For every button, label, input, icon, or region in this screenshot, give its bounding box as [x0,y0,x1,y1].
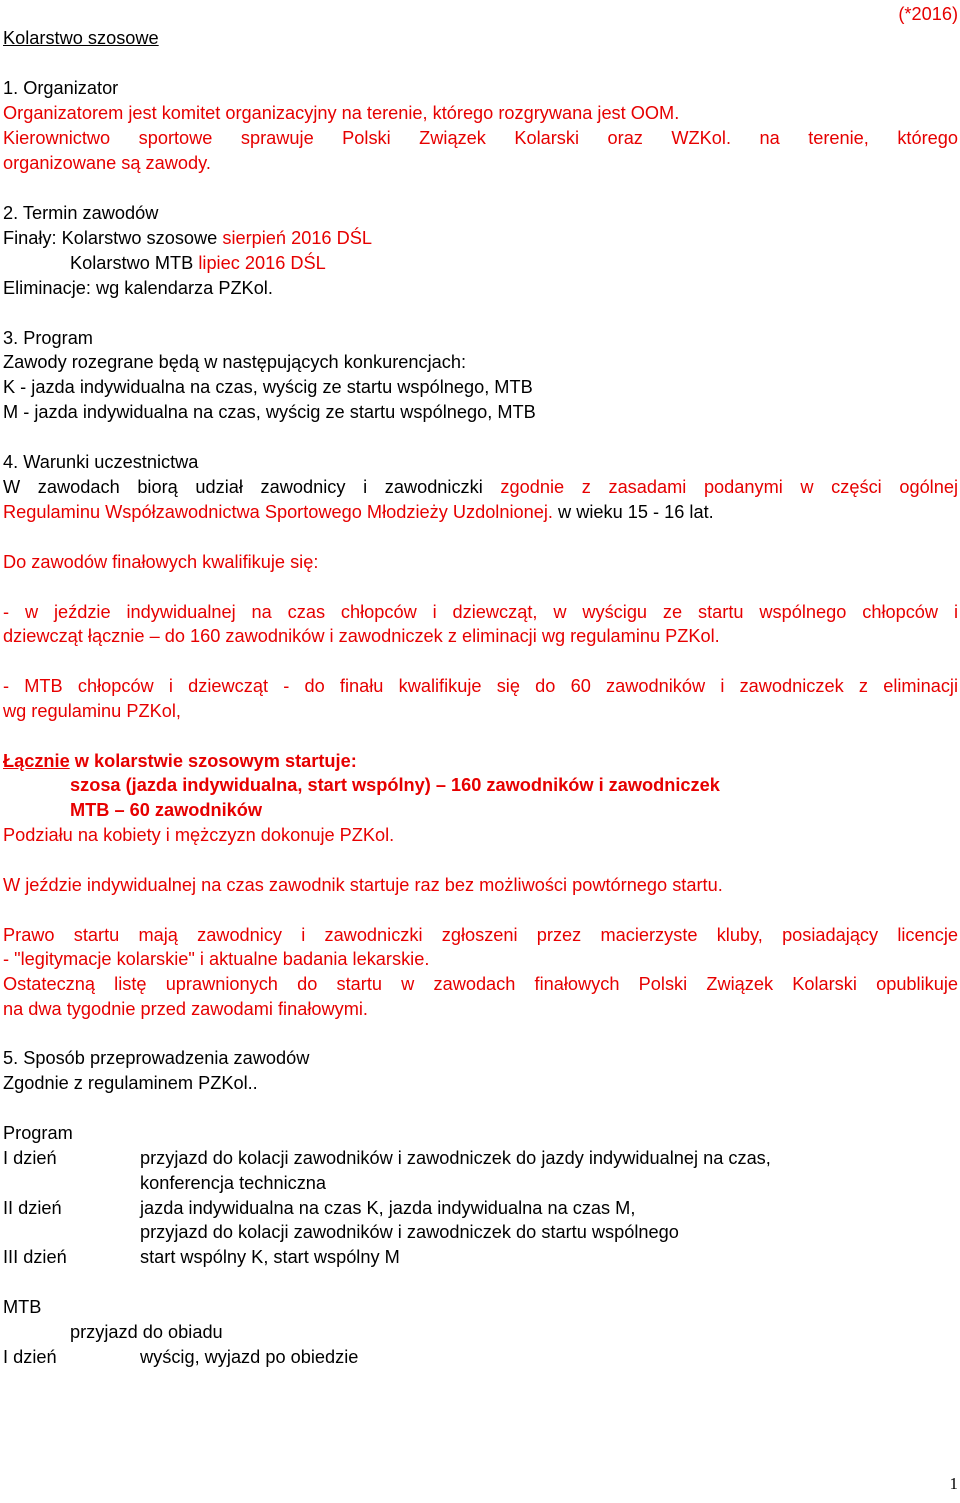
section-1-text-line: Organizatorem jest komitet organizacyjny na terenie, którego rozgrywana jest OOM. [3,103,680,123]
program-day-label: III dzień [3,1247,67,1267]
eligibility-line: - "legitymacje kolarskie" i aktualne badania lekarskie. [3,949,430,969]
program-day-text: konferencja techniczna [140,1173,327,1193]
finals-mtb-date: lipiec 2016 DŚL [198,253,326,273]
age-range-text: w wieku 15 - 16 lat. [552,502,714,522]
section-3-heading: 3. Program [3,328,93,348]
section-4-text-line [3,475,958,500]
final-list-line: na dwa tygodnie przed zawodami finałowymi. [3,999,368,1019]
finals-road-label: Finały: Kolarstwo szosowe [3,228,223,248]
program-day-text: jazda indywidualna na czas K, jazda indywidualna na czas M, [140,1198,636,1218]
time-trial-rule-line: W jeździe indywidualnej na czas zawodnik startuje raz bez możliwości powtórnego startu. [3,875,723,895]
section-5-heading: 5. Sposób przeprowadzenia zawodów [3,1048,310,1068]
finals-road-line [3,226,372,251]
total-label: Łącznie [3,751,70,771]
qualification-mtb-line: wg regulaminu PZKol, [3,701,181,721]
section-1-text-line: Kierownictwo sportowe sprawuje Polski Związek Kolarski oraz WZKol. na terenie, którego [3,128,958,148]
section-3-text-line: M - jazda indywidualna na czas, wyścig ze startu wspólnego, MTB [3,402,536,422]
year-note: (*2016) [898,4,958,24]
section-3-text-line: Zawody rozegrane będą w następujących konkurencjach: [3,352,467,372]
program-day-text: start wspólny K, start wspólny M [140,1247,400,1267]
section-5-text-line: Zgodnie z regulaminem PZKol.. [3,1073,258,1093]
mtb-heading: MTB [3,1297,42,1317]
program-day-text: przyjazd do kolacji zawodników i zawodniczek do jazdy indywidualnej na czas, [140,1148,771,1168]
mtb-day-text: wyścig, wyjazd po obiedzie [140,1347,359,1367]
final-list-line: Ostateczną listę uprawnionych do startu w zawodach finałowych Polski Związek Kolarski opublikuje [3,974,958,994]
section-4-heading: 4. Warunki uczestnictwa [3,452,199,472]
participants-text: W zawodach biorą udział zawodnicy i zawodniczki [3,477,501,497]
finals-mtb-label: Kolarstwo MTB [70,253,199,273]
mtb-arrival-text: przyjazd do obiadu [70,1322,223,1342]
eligibility-line: Prawo startu mają zawodnicy i zawodniczki zgłoszeni przez macierzyste kluby, posiadający licencje [3,925,958,945]
program-day-label: II dzień [3,1198,62,1218]
section-1-text-line: organizowane są zawody. [3,153,211,173]
program-day-label: I dzień [3,1148,57,1168]
road-quota-line: szosa (jazda indywidualna, start wspólny) – 160 zawodników i zawodniczek [70,775,720,795]
total-starters-heading [3,749,357,774]
regulation-name: Regulaminu Współzawodnictwa Sportowego Młodzieży Uzdolnionej. [3,502,553,522]
page-number: 1 [949,1474,958,1493]
finals-road-date: sierpień 2016 DŚL [222,228,372,248]
qualification-road-line: - w jeździe indywidualnej na czas chłopców i dziewcząt, w wyścigu ze startu wspólnego chłopców i [3,602,958,622]
gender-split-line: Podziału na kobiety i mężczyzn dokonuje PZKol. [3,825,395,845]
section-4-text-line [3,500,714,525]
section-3-text-line: K - jazda indywidualna na czas, wyścig ze startu wspólnego, MTB [3,377,533,397]
mtb-quota-line: MTB – 60 zawodników [70,800,263,820]
section-2-heading: 2. Termin zawodów [3,203,159,223]
program-day-text: przyjazd do kolacji zawodników i zawodniczek do startu wspólnego [140,1222,679,1242]
mtb-day-label: I dzień [3,1347,57,1367]
qualification-mtb-line: - MTB chłopców i dziewcząt - do finału kwalifikuje się do 60 zawodników i zawodniczek z eliminacji [3,676,958,696]
eliminations-line: Eliminacje: wg kalendarza PZKol. [3,278,273,298]
qualification-heading: Do zawodów finałowych kwalifikuje się: [3,552,319,572]
finals-mtb-line [70,251,326,276]
program-heading: Program [3,1123,73,1143]
qualification-road-line: dziewcząt łącznie – do 160 zawodników i zawodniczek z eliminacji wg regulaminu PZKol. [3,626,720,646]
rules-reference-text: zgodnie z zasadami podanymi w części ogólnej [500,477,958,497]
total-rest: w kolarstwie szosowym startuje: [69,751,357,771]
section-1-heading: 1. Organizator [3,78,119,98]
document-title: Kolarstwo szosowe [3,28,159,48]
